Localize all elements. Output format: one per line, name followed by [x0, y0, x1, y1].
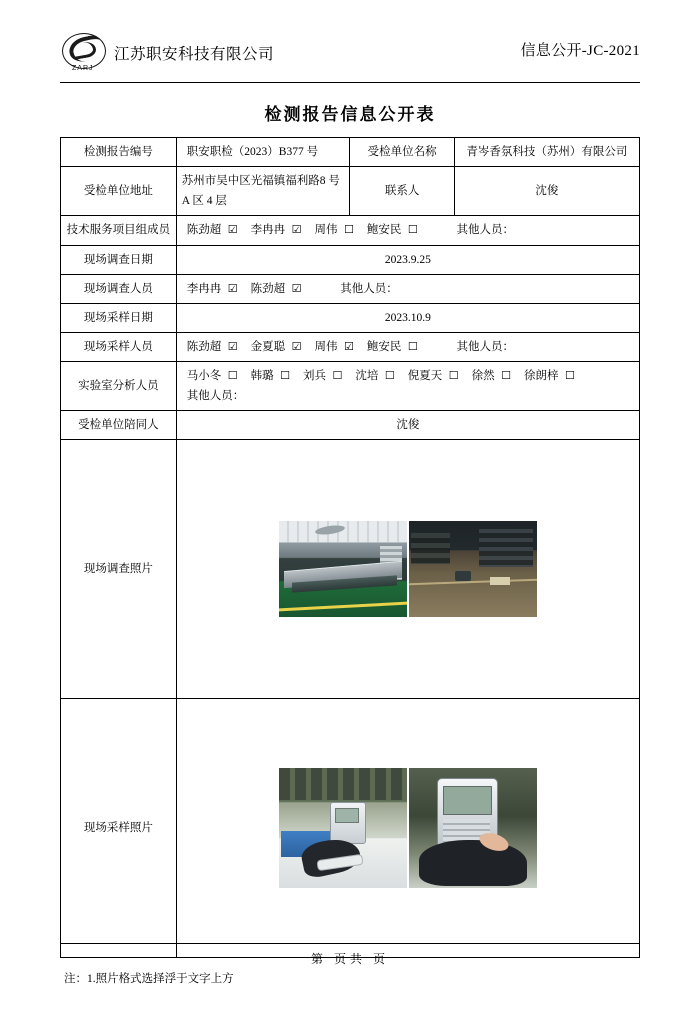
sampling-staff-item — [367, 341, 421, 353]
lab-staff-name: 徐朗梓 — [523, 370, 559, 382]
table-row-lab-staff — [61, 362, 640, 411]
table-row-survey-photo — [61, 440, 640, 699]
lab-staff-item — [472, 370, 514, 382]
tech-team-name: 陈劲超 — [186, 224, 222, 237]
sampling-staff-label: 现场采样人员 — [61, 332, 177, 361]
lab-staff-item — [187, 370, 241, 382]
sampling-staff-checkbox[interactable]: ☐ — [404, 339, 418, 353]
lab-staff-checkbox[interactable]: ☐ — [224, 369, 238, 382]
tech-team-name: 李冉冉 — [250, 224, 286, 237]
tech-team-label: 技术服务项目组成员 — [61, 216, 177, 245]
lab-staff-item — [524, 370, 578, 382]
page-footer — [60, 943, 640, 967]
sampling-date-label: 现场采样日期 — [61, 303, 177, 332]
sampling-date-value: 2023.10.9 — [176, 303, 639, 332]
tech-team-list — [187, 224, 431, 236]
survey-staff-label: 现场调查人员 — [61, 274, 177, 303]
sampling-staff-name: 金夏聪 — [250, 340, 286, 353]
page-number: 第 页共 页 — [310, 952, 389, 966]
survey-staff-value — [176, 274, 639, 303]
lab-staff-checkbox[interactable]: ☐ — [381, 369, 395, 382]
client-name-value: 青岑香氛科技（苏州）有限公司 — [454, 138, 639, 167]
lab-staff-list — [187, 366, 634, 386]
survey-staff-name: 陈劲超 — [250, 282, 286, 295]
tech-team-item — [187, 224, 241, 236]
report-no-value: 职安职检（2023）B377 号 — [176, 138, 350, 167]
contact-label: 联系人 — [350, 167, 454, 216]
logo-text: ZARJ — [72, 65, 94, 72]
survey-photo-2 — [409, 521, 537, 617]
client-address-value: 苏州市吴中区光福镇福利路8 号 A 区 4 层 — [176, 167, 350, 216]
lab-staff-checkbox[interactable]: ☐ — [329, 369, 343, 382]
table-row-report-no — [61, 138, 640, 167]
table-row-sampling-photo — [61, 699, 640, 958]
company-logo-icon — [60, 32, 108, 74]
lab-staff-checkbox[interactable]: ☐ — [445, 369, 459, 382]
table-row-address — [61, 167, 640, 216]
sampling-staff-item — [187, 341, 241, 353]
tech-team-other-label: 其他人员： — [456, 224, 514, 237]
document-page — [0, 26, 700, 1015]
footer-divider — [60, 943, 640, 944]
lab-staff-checkbox[interactable]: ☐ — [276, 369, 291, 382]
report-no-label: 检测报告编号 — [61, 138, 177, 167]
tech-team-name: 鲍安民 — [366, 224, 402, 237]
tech-team-checkbox[interactable]: ☑ — [224, 223, 238, 237]
client-address-label: 受检单位地址 — [61, 167, 177, 216]
info-table — [60, 137, 640, 958]
lab-staff-name: 徐然 — [471, 370, 495, 382]
lab-staff-item — [408, 370, 462, 382]
sampling-staff-other-label: 其他人员： — [456, 340, 514, 353]
table-row-sampling-staff — [61, 332, 640, 361]
lab-staff-item — [303, 370, 345, 382]
sampling-staff-name: 鲍安民 — [366, 340, 402, 353]
survey-photo-cell — [176, 440, 639, 699]
survey-staff-checkbox[interactable]: ☑ — [288, 281, 302, 295]
lab-staff-name: 刘兵 — [303, 370, 327, 382]
sampling-staff-name: 周伟 — [314, 340, 338, 353]
table-row-sampling-date — [61, 303, 640, 332]
survey-staff-item — [187, 283, 241, 295]
document-header — [60, 26, 640, 80]
survey-photo-1 — [279, 521, 407, 617]
sampling-staff-value — [176, 332, 639, 361]
lab-staff-item — [355, 370, 397, 382]
tech-team-item — [367, 224, 421, 236]
survey-photo-label: 现场调查照片 — [61, 440, 177, 699]
table-row-survey-date — [61, 245, 640, 274]
sampling-staff-item — [251, 341, 305, 353]
sampling-staff-list — [187, 341, 431, 353]
survey-staff-item — [251, 283, 305, 295]
lab-staff-item — [251, 370, 293, 382]
tech-team-checkbox[interactable]: ☐ — [340, 223, 354, 237]
table-row-accompany — [61, 411, 640, 440]
survey-staff-other-label: 其他人员： — [340, 282, 398, 295]
lab-staff-checkbox[interactable]: ☐ — [497, 369, 511, 382]
survey-staff-name: 李冉冉 — [186, 282, 222, 295]
tech-team-name: 周伟 — [314, 224, 338, 237]
client-name-label: 受检单位名称 — [350, 138, 454, 167]
table-row-tech-team — [61, 216, 640, 245]
survey-date-value: 2023.9.25 — [176, 245, 639, 274]
lab-staff-name: 沈培 — [355, 370, 379, 382]
sampling-staff-name: 陈劲超 — [186, 340, 222, 353]
sampling-staff-checkbox[interactable]: ☑ — [340, 339, 354, 353]
table-row-survey-staff — [61, 274, 640, 303]
tech-team-item — [251, 224, 305, 236]
survey-staff-list — [187, 283, 315, 295]
sampling-photo-label: 现场采样照片 — [61, 699, 177, 958]
tech-team-checkbox[interactable]: ☐ — [404, 223, 418, 237]
tech-team-item — [315, 224, 357, 236]
tech-team-value — [176, 216, 639, 245]
sampling-photo-2 — [409, 768, 537, 888]
lab-staff-name: 韩璐 — [250, 370, 274, 382]
lab-staff-value — [176, 362, 639, 411]
contact-value: 沈俊 — [454, 167, 639, 216]
sampling-staff-checkbox[interactable]: ☑ — [288, 339, 302, 353]
footnote: 注：1.照片格式选择浮于文字上方 — [64, 973, 234, 986]
lab-staff-name: 倪夏天 — [407, 370, 443, 382]
sampling-photo-1 — [279, 768, 407, 888]
accompany-value: 沈俊 — [176, 411, 639, 440]
accompany-label: 受检单位陪同人 — [61, 411, 177, 440]
header-divider — [60, 82, 640, 83]
lab-staff-name: 马小冬 — [186, 370, 222, 382]
lab-staff-other-label: 其他人员： — [186, 390, 245, 403]
sampling-staff-checkbox[interactable]: ☑ — [224, 339, 238, 353]
lab-staff-checkbox[interactable]: ☐ — [561, 369, 575, 382]
lab-staff-label: 实验室分析人员 — [61, 362, 177, 411]
company-name: 江苏职安科技有限公司 — [114, 46, 275, 63]
survey-date-label: 现场调查日期 — [61, 245, 177, 274]
page-title: 检测报告信息公开表 — [264, 105, 436, 124]
survey-staff-checkbox[interactable]: ☑ — [224, 281, 238, 295]
document-code: 信息公开-JC-2021 — [520, 43, 640, 59]
tech-team-checkbox[interactable]: ☑ — [288, 223, 302, 237]
sampling-staff-item — [315, 341, 357, 353]
sampling-photo-cell — [176, 699, 639, 958]
